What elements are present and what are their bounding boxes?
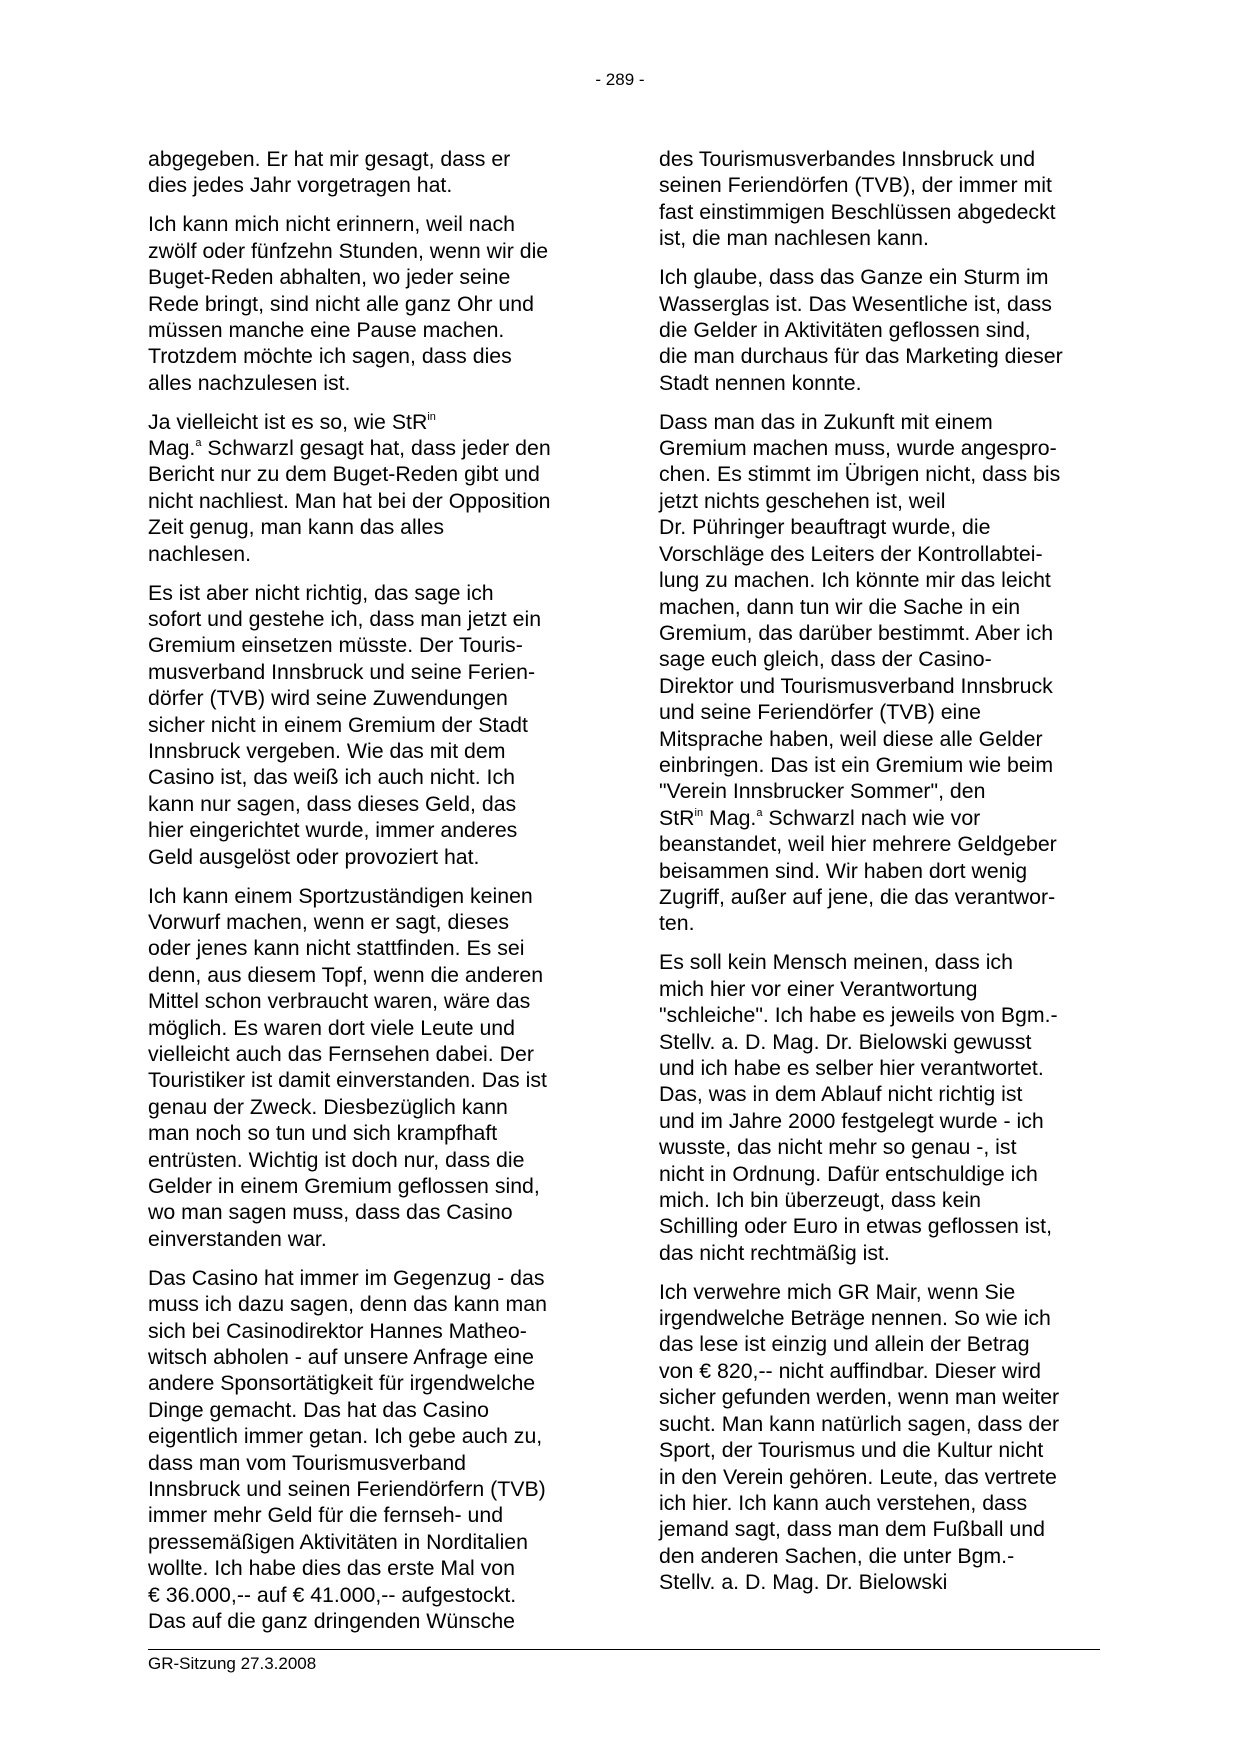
text-line: Direktor und Tourismusverband Innsbruck: [659, 673, 1053, 698]
text-line: sucht. Man kann natürlich sagen, dass der: [659, 1411, 1060, 1436]
text-line: man noch so tun und sich krampfhaft: [148, 1121, 498, 1146]
text-line: nicht nachliest. Man hat bei der Opposition: [148, 488, 551, 513]
text-line: Gremium machen muss, wurde angespro-: [659, 436, 1057, 461]
text-line: ich hier. Ich kann auch verstehen, dass: [659, 1490, 1028, 1515]
text-line: hier eingerichtet wurde, immer anderes: [148, 818, 518, 843]
text-line: alles nachzulesen ist.: [148, 370, 351, 395]
text-line: müssen manche eine Pause machen.: [148, 317, 505, 342]
text-line: die Gelder in Aktivitäten geflossen sind,: [659, 317, 1031, 342]
text-line: nicht in Ordnung. Dafür entschuldige ich: [659, 1161, 1038, 1186]
text-line: fast einstimmigen Beschlüssen abgedeckt: [659, 199, 1056, 224]
text-line: Innsbruck und seinen Feriendörfern (TVB): [148, 1477, 546, 1501]
text-line: ist, die man nachlesen kann.: [659, 226, 929, 251]
text-line: Vorwurf machen, wenn er sagt, dieses: [148, 909, 510, 934]
text-line: Ich verwehre mich GR Mair, wenn Sie: [659, 1279, 1016, 1304]
text-line: Mag.: [148, 436, 196, 461]
text-line: andere Sponsortätigkeit für irgendwelche: [148, 1371, 536, 1396]
text-line: StR: [659, 805, 695, 830]
paragraph: [148, 1265, 588, 1635]
paragraph: [148, 580, 588, 870]
text-line: genau der Zweck. Diesbezüglich kann: [148, 1094, 508, 1119]
paragraph: [148, 211, 588, 396]
paragraph: [148, 146, 588, 199]
text-line: Vorschläge des Leiters der Kontrollabtei-: [659, 541, 1043, 566]
text-line: abgegeben. Er hat mir gesagt, dass er: [148, 147, 511, 171]
text-line: Ich kann mich nicht erinnern, weil nach: [148, 212, 515, 237]
text-line: Zeit genug, man kann das alles: [148, 515, 444, 540]
right-column: [659, 146, 1099, 1608]
text-line: Stellv. a. D. Mag. Dr. Bielowski: [659, 1570, 948, 1595]
text-line: sich bei Casinodirektor Hannes Matheo-: [148, 1318, 527, 1343]
text-line: irgendwelche Beträge nennen. So wie ich: [659, 1306, 1051, 1331]
text-line: Dinge gemacht. Das hat das Casino: [148, 1397, 489, 1422]
text-line: von € 820,-- nicht auffindbar. Dieser wird: [659, 1358, 1041, 1383]
text-line: wo man sagen muss, dass das Casino: [148, 1200, 513, 1225]
text-line: Trotzdem möchte ich sagen, dass dies: [148, 344, 512, 369]
text-line: Gremium, das darüber bestimmt. Aber ich: [659, 620, 1054, 645]
text-line: möglich. Es waren dort viele Leute und: [148, 1015, 515, 1040]
page-number: - 289 -: [595, 70, 645, 89]
text-line: pressemäßigen Aktivitäten in Norditalien: [148, 1529, 528, 1554]
text-line: nachlesen.: [148, 541, 252, 566]
text-line: Mittel schon verbraucht waren, wäre das: [148, 989, 531, 1014]
text-line: muss ich dazu sagen, denn das kann man: [148, 1292, 547, 1317]
text-line: lung zu machen. Ich könnte mir das leicht: [659, 568, 1051, 593]
paragraph: [148, 409, 588, 567]
text-line: Ja vielleicht ist es so, wie StR: [148, 409, 428, 434]
text-line: Sport, der Tourismus und die Kultur nicht: [659, 1438, 1044, 1463]
footer-text: GR-Sitzung 27.3.2008: [148, 1654, 317, 1673]
text-line: denn, aus diesem Topf, wenn die anderen: [148, 962, 544, 987]
text-line: Das, was in dem Ablauf nicht richtig ist: [659, 1082, 1023, 1107]
text-line: ten.: [659, 911, 695, 936]
text-line: und seine Feriendörfer (TVB) eine: [659, 700, 981, 725]
text-line: Es ist aber nicht richtig, das sage ich: [148, 580, 494, 605]
superscript: in: [427, 410, 436, 423]
text-line: Rede bringt, sind nicht alle ganz Ohr und: [148, 291, 534, 316]
text-line: und ich habe es selber hier verantwortet.: [659, 1055, 1044, 1080]
text-line: Dr. Pühringer beauftragt wurde, die: [659, 515, 991, 540]
text-line: einverstanden war.: [148, 1226, 327, 1251]
text-line: beisammen sind. Wir haben dort wenig: [659, 858, 1028, 883]
text-line: Innsbruck vergeben. Wie das mit dem: [148, 739, 506, 764]
text-line: "Verein Innsbrucker Sommer", den: [659, 779, 986, 804]
paragraph: [659, 409, 1099, 937]
text-line: oder jenes kann nicht stattfinden. Es sei: [148, 936, 525, 961]
text-line: sicher nicht in einem Gremium der Stadt: [148, 712, 528, 737]
text-line: sicher gefunden werden, wenn man weiter: [659, 1385, 1060, 1410]
paragraph: [659, 146, 1099, 252]
text-line: mich. Ich bin überzeugt, dass kein: [659, 1187, 981, 1212]
text-line: und im Jahre 2000 festgelegt wurde - ich: [659, 1108, 1044, 1133]
text-line: Casino ist, das weiß ich auch nicht. Ich: [148, 765, 515, 790]
text-line: Zugriff, außer auf jene, die das verantwor-: [659, 884, 1056, 909]
superscript: in: [694, 806, 704, 819]
text-line: zwölf oder fünfzehn Stunden, wenn wir die: [148, 238, 549, 263]
text-line: dass man vom Tourismusverband: [148, 1450, 467, 1475]
text-line: seinen Feriendörfen (TVB), der immer mit: [659, 173, 1052, 198]
text-line: eigentlich immer getan. Ich gebe auch zu,: [148, 1424, 543, 1449]
text-line: jemand sagt, dass man dem Fußball und: [659, 1517, 1045, 1542]
text-line: sage euch gleich, dass der Casino-: [659, 647, 992, 672]
text-line: dörfer (TVB) wird seine Zuwendungen: [148, 686, 508, 711]
text-line: immer mehr Geld für die fernseh- und: [148, 1503, 504, 1528]
superscript: a: [195, 437, 202, 450]
text-line: Mag.: [703, 805, 757, 830]
text-line: des Tourismusverbandes Innsbruck und: [659, 147, 1036, 171]
text-line: dies jedes Jahr vorgetragen hat.: [148, 173, 453, 198]
text-line: Wasserglas ist. Das Wesentliche ist, dass: [659, 291, 1052, 316]
text-line: Dass man das in Zukunft mit einem: [659, 409, 993, 434]
text-line: Es soll kein Mensch meinen, dass ich: [659, 950, 1013, 975]
text-line: wollte. Ich habe dies das erste Mal von: [148, 1556, 515, 1581]
text-line: Touristiker ist damit einverstanden. Das ist: [148, 1068, 547, 1093]
text-line: jetzt nichts geschehen ist, weil: [659, 488, 946, 513]
text-line: Buget-Reden abhalten, wo jeder seine: [148, 265, 511, 290]
text-line: machen, dann tun wir die Sache in ein: [659, 594, 1021, 619]
text-line: wusste, das nicht mehr so genau -, ist: [659, 1135, 1017, 1160]
paragraph: [148, 883, 588, 1253]
paragraph: [659, 1279, 1099, 1596]
text-line: witsch abholen - auf unsere Anfrage eine: [148, 1344, 534, 1369]
paragraph: [659, 949, 1099, 1266]
text-line: vielleicht auch das Fernsehen dabei. Der: [148, 1042, 534, 1066]
text-line: Bericht nur zu dem Buget-Reden gibt und: [148, 462, 540, 487]
text-line: Schwarzl nach wie vor: [762, 805, 981, 830]
text-line: mich hier vor einer Verantwortung: [659, 976, 978, 1001]
text-line: chen. Es stimmt im Übrigen nicht, dass bis: [659, 462, 1061, 487]
text-line: Ich kann einem Sportzuständigen keinen: [148, 883, 533, 908]
text-line: Das auf die ganz dringenden Wünsche: [148, 1609, 516, 1634]
text-line: Stellv. a. D. Mag. Dr. Bielowski gewusst: [659, 1029, 1032, 1054]
text-line: den anderen Sachen, die unter Bgm.-: [659, 1543, 1015, 1568]
text-line: Das Casino hat immer im Gegenzug - das: [148, 1265, 545, 1290]
footer-rule: [148, 1649, 1100, 1650]
text-line: sofort und gestehe ich, dass man jetzt ein: [148, 607, 542, 631]
text-line: Stadt nennen konnte.: [659, 370, 862, 395]
text-line: beanstandet, weil hier mehrere Geldgeber: [659, 832, 1057, 857]
text-line: einbringen. Das ist ein Gremium wie beim: [659, 752, 1054, 777]
superscript: a: [756, 806, 763, 819]
text-line: entrüsten. Wichtig ist doch nur, dass die: [148, 1147, 525, 1172]
text-line: in den Verein gehören. Leute, das vertrete: [659, 1464, 1057, 1489]
text-line: die man durchaus für das Marketing dieser: [659, 344, 1063, 369]
text-line: Geld ausgelöst oder provoziert hat.: [148, 844, 480, 869]
text-line: kann nur sagen, dass dieses Geld, das: [148, 791, 517, 816]
text-line: Gelder in einem Gremium geflossen sind,: [148, 1174, 540, 1199]
text-line: Schwarzl gesagt hat, dass jeder den: [201, 436, 551, 461]
text-line: "schleiche". Ich habe es jeweils von Bgm.-: [659, 1003, 1058, 1028]
text-line: musverband Innsbruck und seine Ferien-: [148, 659, 536, 684]
left-column: [148, 146, 588, 1647]
text-line: das nicht rechtmäßig ist.: [659, 1240, 890, 1265]
text-line: das lese ist einzig und allein der Betrag: [659, 1332, 1030, 1357]
paragraph: [659, 264, 1099, 396]
text-line: € 36.000,-- auf € 41.000,-- aufgestockt.: [148, 1582, 517, 1607]
text-line: Ich glaube, dass das Ganze ein Sturm im: [659, 265, 1049, 290]
text-line: Mitsprache haben, weil diese alle Gelder: [659, 726, 1043, 751]
text-line: Schilling oder Euro in etwas geflossen ist,: [659, 1214, 1053, 1239]
text-line: Gremium einsetzen müsste. Der Touris-: [148, 633, 523, 658]
